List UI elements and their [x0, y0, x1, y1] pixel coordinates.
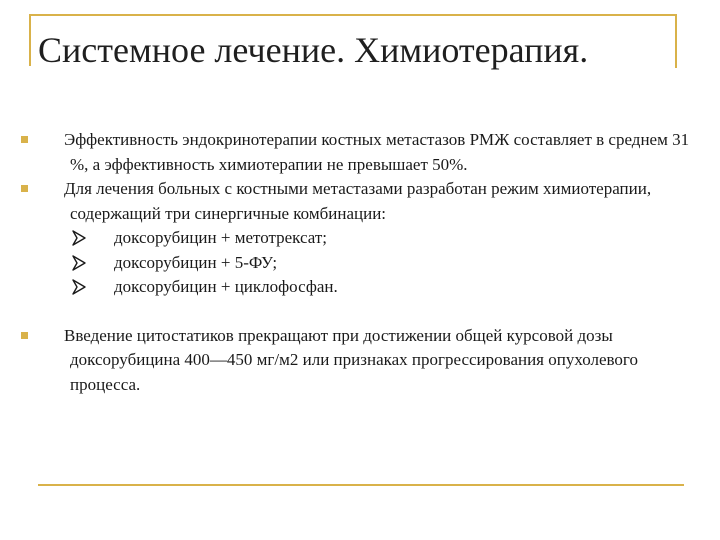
sub-bullet-item-1: [0, 226, 710, 251]
bullet-text: Эффективность эндокринотерапии костных метастазов РМЖ составляет в среднем 31 %, а эффективность химиотерапии не превышает 50%.: [64, 130, 690, 174]
slide-frame-right: [675, 14, 677, 68]
sub-bullet-item-2: [0, 251, 710, 276]
bullet-item-2: [0, 177, 710, 226]
bullet-text: Для лечения больных с костными метастазами разработан режим химиотерапии, содержащий три синергичные комбинации:: [64, 179, 652, 223]
sub-bullet-text: доксорубицин + 5-ФУ;: [114, 252, 278, 272]
slide-frame-top: [29, 14, 677, 16]
square-bullet-icon: [21, 332, 28, 339]
arrow-bullet-icon: [72, 230, 86, 246]
slide-frame-bottom: [38, 484, 684, 486]
sub-bullet-item-3: [0, 275, 710, 300]
arrow-bullet-icon: [72, 279, 86, 295]
bullet-text: Введение цитостатиков прекращают при достижении общей курсовой дозы доксорубицина 400—450 мг/м2 или признаках прогрессирования опухолевого процесса.: [64, 325, 638, 394]
square-bullet-icon: [21, 136, 28, 143]
bullet-item-1: [0, 128, 710, 177]
square-bullet-icon: [21, 185, 28, 192]
arrow-bullet-icon: [72, 255, 86, 271]
sub-bullet-text: доксорубицин + метотрексат;: [114, 228, 328, 247]
sub-bullet-text: доксорубицин + циклофосфан.: [114, 277, 338, 296]
bullet-item-3: [0, 324, 710, 398]
slide-title: Системное лечение. Химиотерапия.: [38, 30, 589, 70]
slide-frame-left: [29, 14, 31, 66]
slide-content: [64, 128, 710, 397]
